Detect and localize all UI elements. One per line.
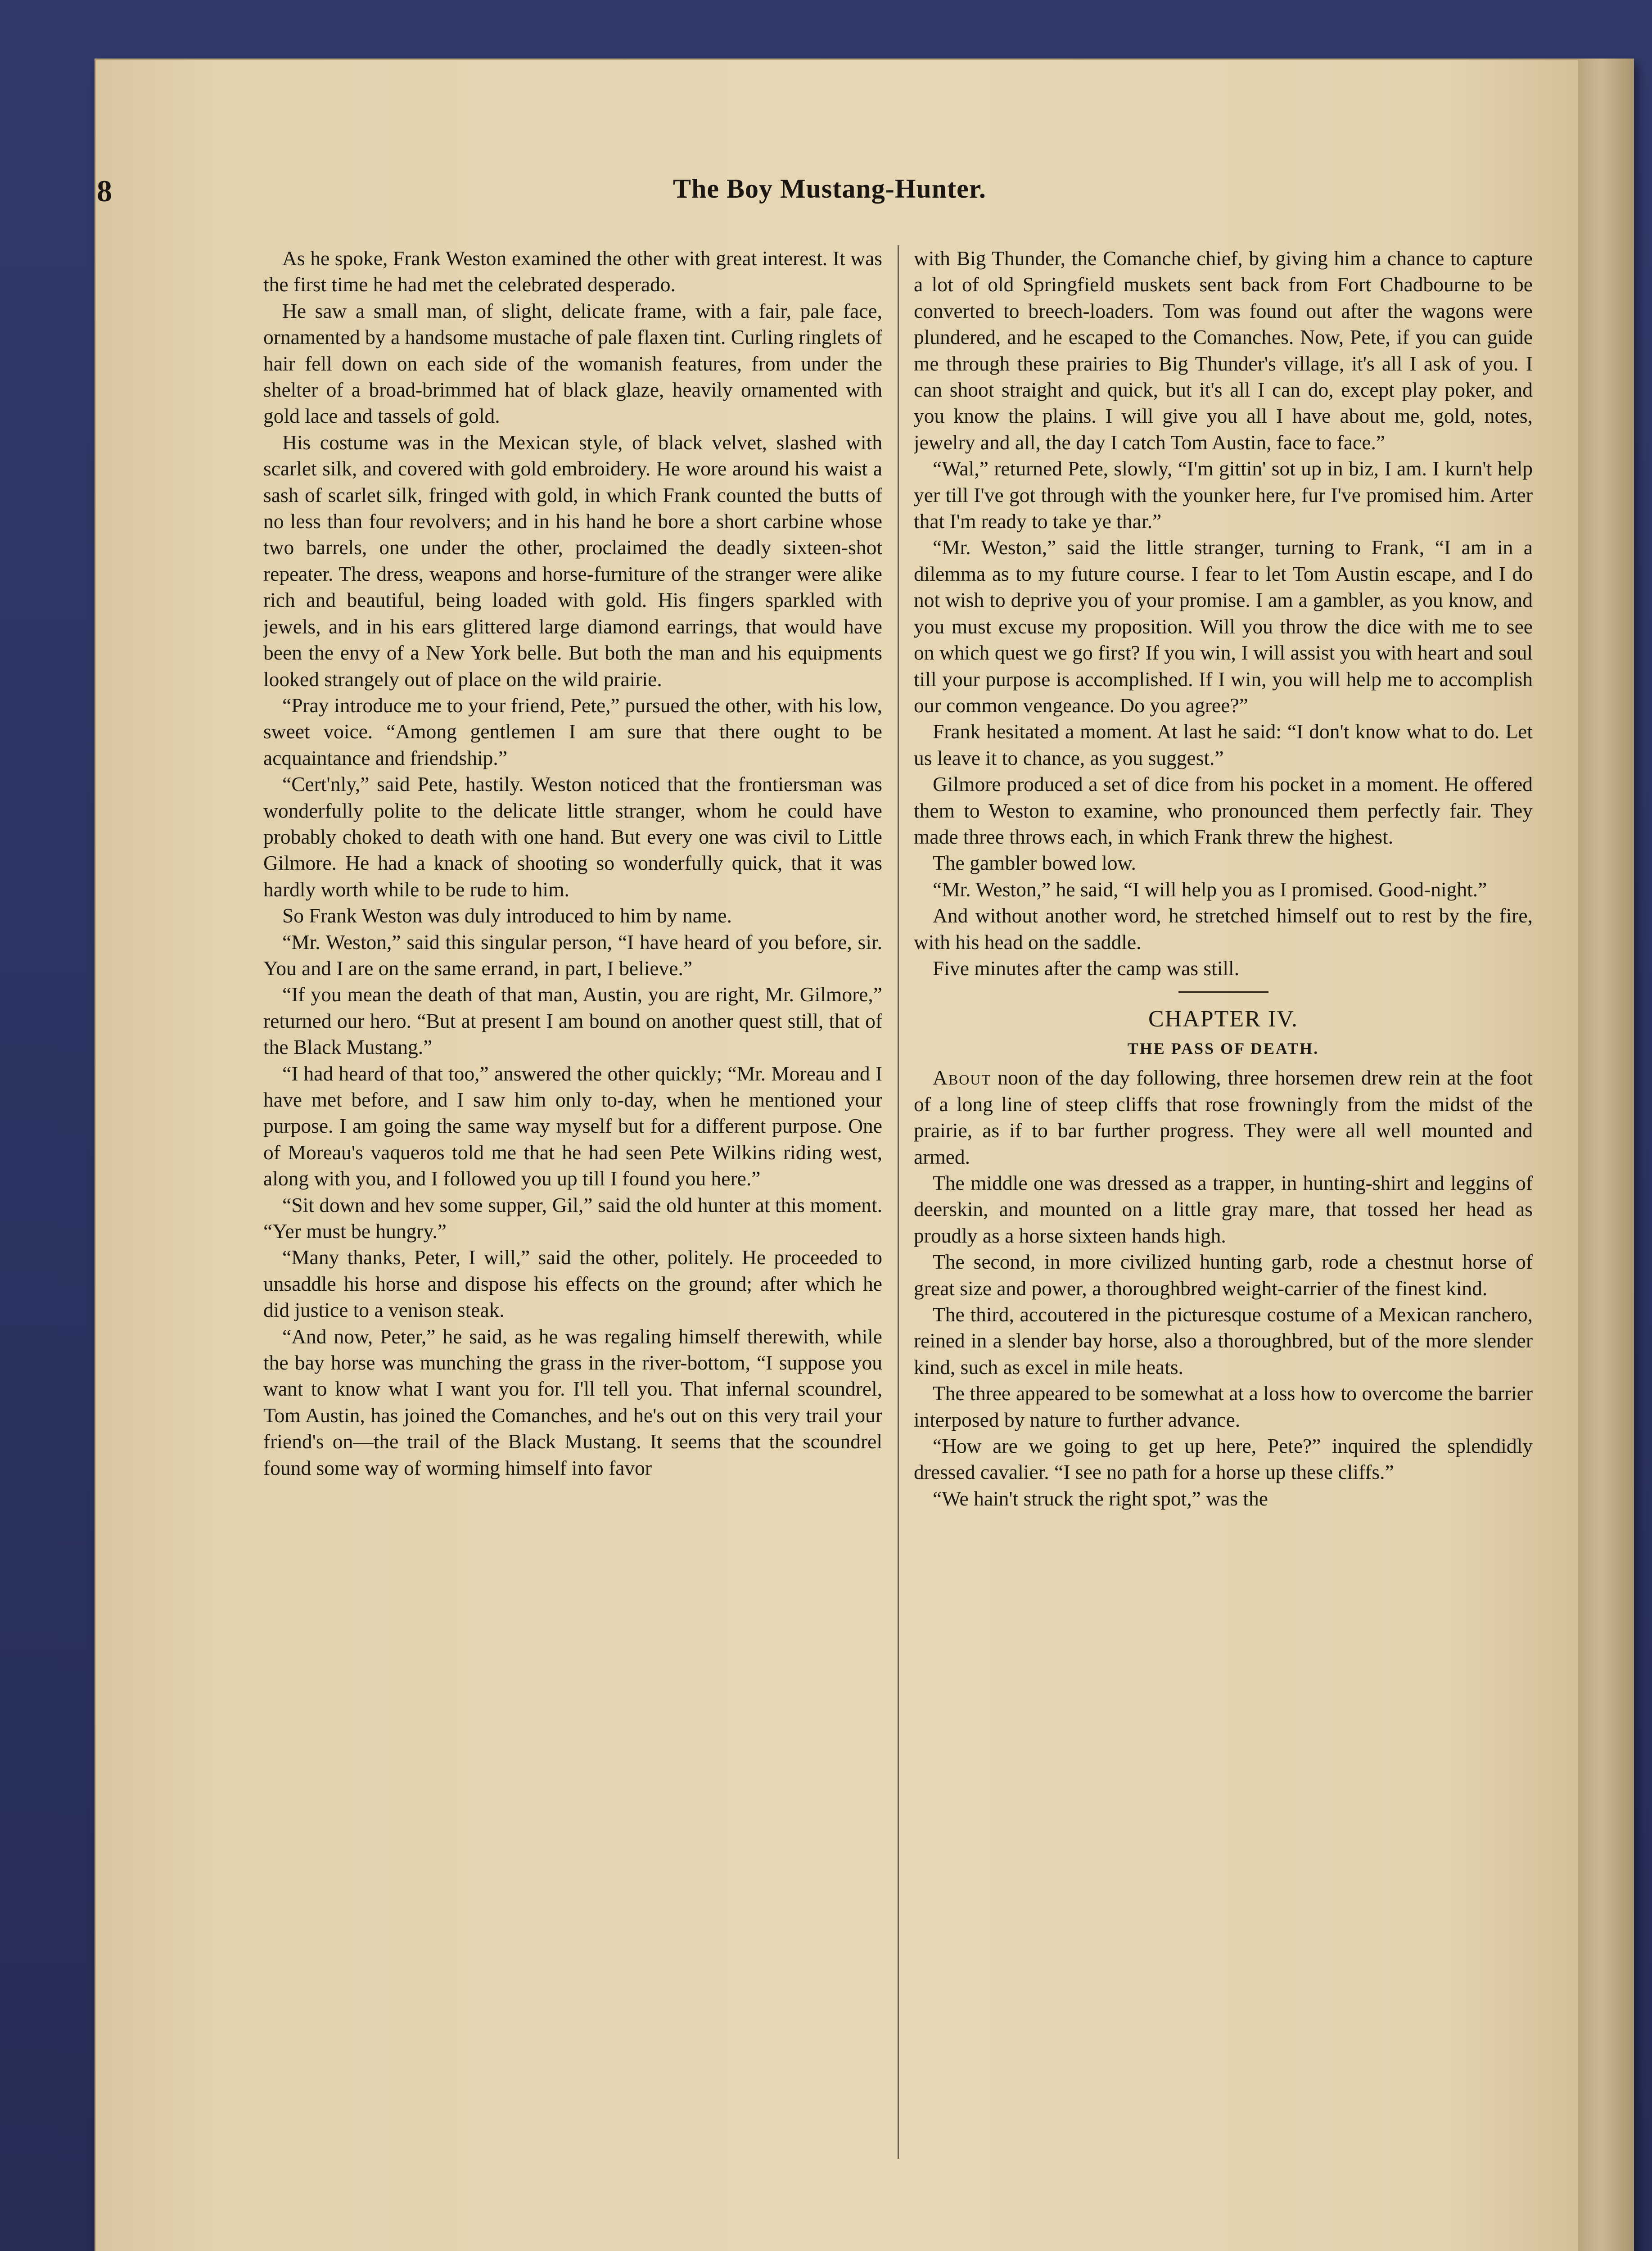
paragraph: “Pray introduce me to your friend, Pete,” pursued the other, with his low, sweet voice. “Among gentlemen I am sure that there ought to be acquaintance and friendship.” — [263, 693, 882, 769]
page-number: 8 — [97, 174, 112, 208]
paragraph: “Mr. Weston,” said this singular person, “I have heard of you before, sir. You and I are on the same errand, in part, I believe.” — [263, 930, 882, 980]
text-column-right — [914, 245, 1533, 2168]
paragraph: The three appeared to be somewhat at a loss how to overcome the barrier interposed by nature to further advance. — [914, 1382, 1533, 1431]
paragraph: with Big Thunder, the Comanche chief, by giving him a chance to capture a lot of old Springfield muskets sent back from Fort Chadbourne to be converted to breech-loaders. Tom was found out after the wagons were plundered, and he escaped to the Comanches. Now, Pete, if you can guide me through these prairies to Big Thunder's village, it's all I ask of you. I can shoot straight and quick, but it's all I can do, except play poker, and you know the plains. I will give you all I have about me, gold, notes, jewelry and all, the day I catch Tom Austin, face to face.” — [914, 247, 1533, 454]
chapter-subtitle: THE PASS OF DEATH. — [1127, 1040, 1319, 1058]
page-edge-fold — [1578, 59, 1634, 2251]
chapter-heading: CHAPTER IV. — [1148, 1006, 1299, 1032]
lead-word: About — [933, 1066, 991, 1089]
paragraph-text: noon of the day following, three horsemen drew rein at the foot of a long line of steep cliffs that rose frowningly from the midst of the prairie, as if to bar further progress. They were all well mounted and armed. — [914, 1066, 1533, 1168]
paragraph: His costume was in the Mexican style, of black velvet, slashed with scarlet silk, and covered with gold embroidery. He wore around his waist a sash of scarlet silk, fringed with gold, in which Frank counted the butts of no less than four revolvers; and in his hand he bore a short carbine whose two barrels, one under the other, proclaimed the deadly sixteen-shot repeater. The dress, weapons and horse-furniture of the stranger were alike rich and beautiful, being loaded with gold. His fingers sparkled with jewels, and in his ears glittered large diamond earrings, that would have been the envy of a New York belle. But both the man and his equipments looked strangely out of place on the wild prairie. — [263, 430, 882, 691]
paragraph: The middle one was dressed as a trapper, in hunting-shirt and leggins of deerskin, and mounted on a little gray mare, that tossed her head as proudly as a horse sixteen hands high. — [914, 1171, 1533, 1247]
paragraph: The gambler bowed low. — [933, 851, 1136, 875]
paragraph: “Many thanks, Peter, I will,” said the other, politely. He proceeded to unsaddle his horse and dispose his effects on the ground; after which he did justice to a venison steak. — [263, 1246, 882, 1322]
paragraph: “If you mean the death of that man, Austin, you are right, Mr. Gilmore,” returned our hero. “But at present I am bound on another quest still, that of the Black Mustang.” — [263, 983, 882, 1059]
paragraph: “Cert'nly,” said Pete, hastily. Weston noticed that the frontiersman was wonderfully polite to the delicate little stranger, whom he could have probably choked to death with one hand. But every one was civil to Little Gilmore. He had a knack of shooting so wonderfully quick, that it was hardly worth while to be rude to him. — [263, 773, 882, 901]
paragraph: And without another word, he stretched himself out to rest by the fire, with his head on the saddle. — [914, 904, 1533, 954]
paragraph: “Mr. Weston,” he said, “I will help you as I promised. Good-night.” — [933, 877, 1487, 901]
paragraph: Gilmore produced a set of dice from his pocket in a moment. He offered them to Weston to examine, who pronounced them perfectly fair. They made three throws each, in which Frank threw the highest. — [914, 773, 1533, 848]
paragraph: “I had heard of that too,” answered the other quickly; “Mr. Moreau and I have met before, and I saw him only to-day, when he mentioned your purpose. I am going the same way myself but for a different purpose. One of Moreau's vaqueros told me that he had seen Pete Wilkins riding west, along with you, and I followed you up till I found you here.” — [263, 1062, 882, 1190]
paragraph: “How are we going to get up here, Pete?” inquired the splendidly dressed cavalier. “I see no path for a horse up these cliffs.” — [914, 1434, 1533, 1484]
paragraph: “We hain't struck the right spot,” was the — [933, 1487, 1268, 1510]
paragraph: As he spoke, Frank Weston examined the other with great interest. It was the first time he had met the celebrated desperado. — [263, 247, 882, 296]
paragraph: Frank hesitated a moment. At last he said: “I don't know what to do. Let us leave it to chance, as you suggest.” — [914, 720, 1533, 769]
text-column-left — [263, 245, 882, 2168]
paragraph: “Wal,” returned Pete, slowly, “I'm gittin' sot up in biz, I am. I kurn't help yer till I've got through with the younker here, fur I've promised him. Arter that I'm ready to take ye thar.” — [914, 457, 1533, 533]
section-divider — [1178, 991, 1268, 993]
paragraph: The second, in more civilized hunting garb, rode a chestnut horse of great size and power, a thoroughbred weight-carrier of the finest kind. — [914, 1250, 1533, 1300]
paragraph: “And now, Peter,” he said, as he was regaling himself therewith, while the bay horse was munching the grass in the river-bottom, “I suppose you want to know what I want you for. I'll tell you. That infernal scoundrel, Tom Austin, has joined the Comanches, and he's out on this very trail your friend's on—the trail of the Black Mustang. It seems that the scoundrel found some way of worming himself into favor — [263, 1324, 882, 1479]
paragraph: The third, accoutered in the picturesque costume of a Mexican ranchero, reined in a slender bay horse, also a thoroughbred, but of the more slender kind, such as excel in mile heats. — [914, 1303, 1533, 1379]
paragraph: He saw a small man, of slight, delicate frame, with a fair, pale face, ornamented by a handsome mustache of pale flaxen tint. Curling ringlets of hair fell down on each side of the womanish features, from under the shelter of a broad-brimmed hat of black glaze, heavily ornamented with gold lace and tassels of gold. — [263, 299, 882, 428]
chapter-opening-paragraph — [914, 1065, 1533, 1170]
paragraph: So Frank Weston was duly introduced to him by name. — [282, 904, 732, 927]
paragraph: “Mr. Weston,” said the little stranger, turning to Frank, “I am in a dilemma as to my future course. I fear to let Tom Austin escape, and I do not wish to deprive you of your promise. I am a gambler, as you know, and you must excuse my proposition. Will you throw the dice with me to see on which quest we go first? If you win, I will assist you with heart and soul till your purpose is accomplished. If I win, you will help me to accomplish our common vengeance. Do you agree?” — [914, 536, 1533, 717]
paragraph: “Sit down and hev some supper, Gil,” said the old hunter at this moment. “Yer must be hungry.” — [263, 1193, 882, 1243]
running-title: The Boy Mustang-Hunter. — [673, 174, 986, 203]
column-divider — [898, 245, 899, 2159]
paragraph: Five minutes after the camp was still. — [933, 956, 1240, 980]
